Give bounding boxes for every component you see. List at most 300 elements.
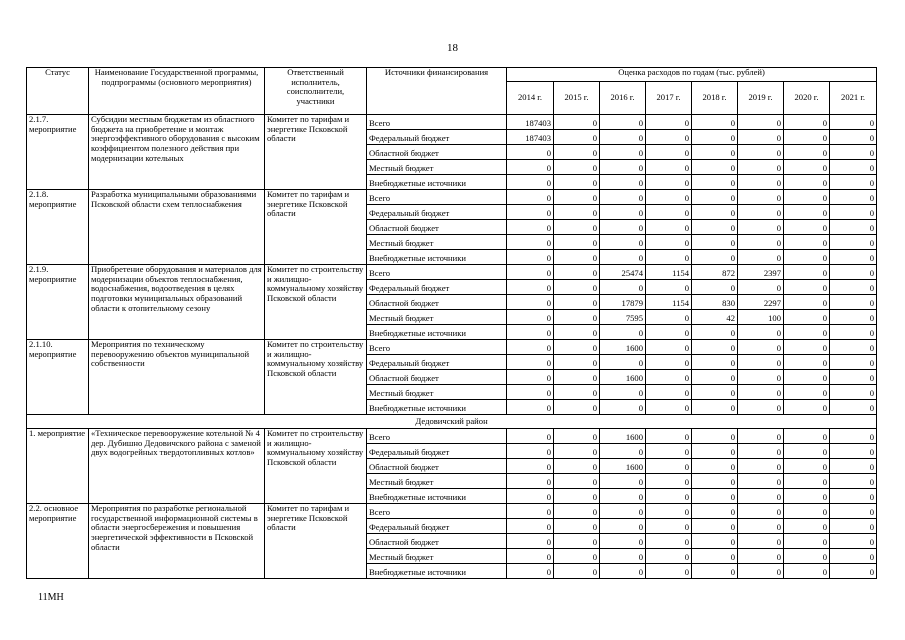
value-cell: 0 (600, 385, 646, 400)
value-cell: 0 (830, 385, 877, 400)
header-estimate: Оценка расходов по годам (тыс. рублей) (507, 68, 877, 82)
value-cell: 0 (646, 175, 692, 190)
value-cell: 0 (692, 325, 738, 340)
value-cell: 0 (830, 205, 877, 220)
header-year: 2014 г. (507, 82, 554, 115)
value-cell: 0 (830, 519, 877, 534)
value-cell: 0 (600, 474, 646, 489)
value-cell: 1600 (600, 429, 646, 444)
value-cell: 0 (600, 130, 646, 145)
value-cell: 0 (692, 190, 738, 205)
value-cell: 0 (784, 489, 830, 504)
value-cell: 0 (784, 325, 830, 340)
value-cell: 0 (738, 115, 784, 130)
value-cell: 0 (507, 160, 554, 175)
status-cell: 2.2. основное мероприятие (27, 504, 89, 579)
value-cell: 830 (692, 295, 738, 310)
value-cell: 0 (738, 280, 784, 295)
value-cell: 0 (738, 564, 784, 579)
value-cell: 0 (507, 355, 554, 370)
value-cell: 0 (600, 205, 646, 220)
value-cell: 0 (784, 160, 830, 175)
name-cell: Разработка муниципальными образованиями Псковской области схем теплоснабжения (89, 190, 265, 265)
value-cell: 0 (507, 400, 554, 415)
region-row (27, 415, 877, 429)
value-cell: 0 (738, 235, 784, 250)
value-cell: 0 (738, 220, 784, 235)
header-year: 2021 г. (830, 82, 877, 115)
value-cell: 0 (507, 474, 554, 489)
value-cell: 0 (830, 250, 877, 265)
source-cell: Внебюджетные источники (367, 250, 507, 265)
value-cell: 0 (692, 549, 738, 564)
value-cell: 0 (692, 220, 738, 235)
value-cell: 0 (600, 489, 646, 504)
value-cell: 0 (507, 205, 554, 220)
source-cell: Всего (367, 115, 507, 130)
value-cell: 0 (554, 400, 600, 415)
header-year: 2018 г. (692, 82, 738, 115)
header-sources: Источники финансирования (367, 68, 507, 115)
value-cell: 0 (830, 355, 877, 370)
page-number: 18 (447, 42, 458, 54)
value-cell: 0 (554, 265, 600, 280)
value-cell: 0 (692, 459, 738, 474)
value-cell: 0 (692, 145, 738, 160)
value-cell: 0 (784, 429, 830, 444)
value-cell: 0 (738, 190, 784, 205)
value-cell: 0 (646, 340, 692, 355)
value-cell: 1600 (600, 340, 646, 355)
value-cell: 0 (830, 564, 877, 579)
source-cell: Внебюджетные источники (367, 175, 507, 190)
value-cell: 0 (784, 235, 830, 250)
value-cell: 0 (646, 160, 692, 175)
header-year: 2015 г. (554, 82, 600, 115)
value-cell: 0 (554, 160, 600, 175)
value-cell: 0 (692, 280, 738, 295)
value-cell: 0 (646, 400, 692, 415)
value-cell: 187403 (507, 130, 554, 145)
source-cell: Всего (367, 429, 507, 444)
value-cell: 0 (784, 385, 830, 400)
value-cell: 0 (830, 175, 877, 190)
value-cell: 0 (507, 504, 554, 519)
value-cell: 0 (507, 235, 554, 250)
value-cell: 0 (784, 310, 830, 325)
value-cell: 0 (600, 444, 646, 459)
value-cell: 0 (600, 145, 646, 160)
value-cell: 0 (507, 325, 554, 340)
value-cell: 0 (507, 429, 554, 444)
value-cell: 0 (646, 459, 692, 474)
value-cell: 0 (692, 489, 738, 504)
value-cell: 0 (646, 564, 692, 579)
value-cell: 0 (692, 340, 738, 355)
value-cell: 0 (646, 310, 692, 325)
value-cell: 0 (692, 444, 738, 459)
value-cell: 0 (830, 534, 877, 549)
value-cell: 0 (738, 474, 784, 489)
status-cell: 2.1.9. мероприятие (27, 265, 89, 340)
value-cell: 0 (646, 130, 692, 145)
value-cell: 0 (692, 534, 738, 549)
value-cell: 0 (554, 325, 600, 340)
value-cell: 0 (784, 175, 830, 190)
status-cell: 2.1.8. мероприятие (27, 190, 89, 265)
value-cell: 0 (784, 549, 830, 564)
value-cell: 0 (646, 220, 692, 235)
value-cell: 0 (507, 489, 554, 504)
header-name: Наименование Государственной программы, подпрограммы (основного мероприятия) (89, 68, 265, 115)
header-responsible: Ответственный исполнитель, соисполнители, участники (265, 68, 367, 115)
value-cell: 0 (554, 130, 600, 145)
value-cell: 0 (554, 115, 600, 130)
value-cell: 0 (784, 340, 830, 355)
value-cell: 0 (600, 280, 646, 295)
value-cell: 0 (830, 429, 877, 444)
value-cell: 0 (507, 220, 554, 235)
value-cell: 0 (554, 385, 600, 400)
value-cell: 0 (554, 235, 600, 250)
value-cell: 0 (692, 400, 738, 415)
value-cell: 0 (646, 385, 692, 400)
value-cell: 0 (830, 115, 877, 130)
value-cell: 0 (600, 564, 646, 579)
value-cell: 0 (784, 190, 830, 205)
value-cell: 0 (646, 534, 692, 549)
responsible-cell: Комитет по тарифам и энергетике Псковской области (265, 115, 367, 190)
source-cell: Областной бюджет (367, 459, 507, 474)
value-cell: 0 (554, 205, 600, 220)
value-cell: 0 (646, 325, 692, 340)
value-cell: 0 (646, 519, 692, 534)
value-cell: 0 (738, 549, 784, 564)
value-cell: 0 (554, 280, 600, 295)
value-cell: 0 (507, 534, 554, 549)
value-cell: 1600 (600, 370, 646, 385)
value-cell: 0 (784, 250, 830, 265)
name-cell: Субсидии местным бюджетам из областного бюджета на приобретение и монтаж энергоэффективного оборудования с высоким коэффициентом полезного действия при модернизации котельных (89, 115, 265, 190)
value-cell: 0 (784, 459, 830, 474)
source-cell: Всего (367, 265, 507, 280)
value-cell: 0 (692, 250, 738, 265)
value-cell: 0 (830, 504, 877, 519)
value-cell: 0 (507, 295, 554, 310)
source-cell: Местный бюджет (367, 235, 507, 250)
value-cell: 0 (738, 385, 784, 400)
value-cell: 0 (738, 355, 784, 370)
value-cell: 0 (784, 355, 830, 370)
value-cell: 0 (830, 310, 877, 325)
value-cell: 0 (692, 130, 738, 145)
value-cell: 0 (646, 355, 692, 370)
value-cell: 0 (507, 549, 554, 564)
value-cell: 0 (646, 429, 692, 444)
value-cell: 0 (738, 325, 784, 340)
value-cell: 0 (830, 370, 877, 385)
header-year: 2017 г. (646, 82, 692, 115)
value-cell: 0 (784, 145, 830, 160)
value-cell: 0 (646, 489, 692, 504)
source-cell: Областной бюджет (367, 370, 507, 385)
value-cell: 0 (507, 265, 554, 280)
value-cell: 0 (554, 190, 600, 205)
source-cell: Всего (367, 504, 507, 519)
value-cell: 0 (554, 519, 600, 534)
header-year: 2019 г. (738, 82, 784, 115)
value-cell: 0 (507, 564, 554, 579)
value-cell: 872 (692, 265, 738, 280)
value-cell: 0 (784, 474, 830, 489)
table-row (27, 340, 877, 355)
source-cell: Внебюджетные источники (367, 564, 507, 579)
status-cell: 2.1.10. мероприятие (27, 340, 89, 415)
value-cell: 0 (554, 310, 600, 325)
table-row (27, 504, 877, 519)
value-cell: 0 (554, 474, 600, 489)
value-cell: 0 (600, 235, 646, 250)
value-cell: 2297 (738, 295, 784, 310)
value-cell: 2397 (738, 265, 784, 280)
value-cell: 0 (600, 190, 646, 205)
value-cell: 0 (507, 444, 554, 459)
value-cell: 0 (692, 370, 738, 385)
value-cell: 0 (830, 235, 877, 250)
value-cell: 0 (830, 489, 877, 504)
value-cell: 0 (738, 160, 784, 175)
responsible-cell: Комитет по строительству и жилищно-коммунальному хозяйству Псковской области (265, 265, 367, 340)
value-cell: 0 (646, 549, 692, 564)
value-cell: 0 (646, 145, 692, 160)
value-cell: 0 (830, 444, 877, 459)
source-cell: Областной бюджет (367, 220, 507, 235)
table-row (27, 190, 877, 205)
value-cell: 0 (738, 175, 784, 190)
value-cell: 187403 (507, 115, 554, 130)
value-cell: 0 (554, 340, 600, 355)
value-cell: 0 (646, 250, 692, 265)
value-cell: 0 (830, 325, 877, 340)
source-cell: Федеральный бюджет (367, 205, 507, 220)
value-cell: 0 (784, 205, 830, 220)
value-cell: 0 (738, 489, 784, 504)
value-cell: 0 (554, 295, 600, 310)
source-cell: Местный бюджет (367, 474, 507, 489)
source-cell: Областной бюджет (367, 295, 507, 310)
table-row (27, 265, 877, 280)
source-cell: Местный бюджет (367, 310, 507, 325)
source-cell: Федеральный бюджет (367, 280, 507, 295)
value-cell: 0 (692, 115, 738, 130)
value-cell: 0 (692, 564, 738, 579)
value-cell: 0 (507, 175, 554, 190)
value-cell: 0 (830, 549, 877, 564)
value-cell: 0 (507, 250, 554, 265)
value-cell: 0 (692, 504, 738, 519)
value-cell: 0 (830, 295, 877, 310)
value-cell: 0 (784, 115, 830, 130)
value-cell: 0 (554, 370, 600, 385)
value-cell: 100 (738, 310, 784, 325)
value-cell: 0 (830, 265, 877, 280)
responsible-cell: Комитет по тарифам и энергетике Псковской области (265, 504, 367, 579)
value-cell: 0 (830, 220, 877, 235)
value-cell: 0 (830, 400, 877, 415)
header-status: Статус (27, 68, 89, 115)
status-cell: 2.1.7. мероприятие (27, 115, 89, 190)
source-cell: Федеральный бюджет (367, 519, 507, 534)
value-cell: 0 (738, 400, 784, 415)
header-year: 2020 г. (784, 82, 830, 115)
value-cell: 0 (738, 340, 784, 355)
value-cell: 0 (646, 205, 692, 220)
value-cell: 0 (646, 444, 692, 459)
value-cell: 0 (554, 504, 600, 519)
value-cell: 0 (784, 280, 830, 295)
value-cell: 0 (738, 519, 784, 534)
value-cell: 0 (600, 175, 646, 190)
responsible-cell: Комитет по строительству и жилищно-коммунальному хозяйству Псковской области (265, 429, 367, 504)
value-cell: 0 (646, 370, 692, 385)
value-cell: 0 (507, 385, 554, 400)
value-cell: 0 (784, 564, 830, 579)
value-cell: 0 (600, 325, 646, 340)
value-cell: 0 (784, 220, 830, 235)
value-cell: 0 (646, 115, 692, 130)
value-cell: 0 (554, 549, 600, 564)
value-cell: 0 (554, 175, 600, 190)
status-cell: 1. мероприятие (27, 429, 89, 504)
name-cell: «Техническое перевооружение котельной № 4 дер. Дубишно Дедовичского района с заменой двух водогрейных твердотопливных котлов» (89, 429, 265, 504)
value-cell: 1154 (646, 295, 692, 310)
value-cell: 25474 (600, 265, 646, 280)
source-cell: Федеральный бюджет (367, 355, 507, 370)
value-cell: 0 (692, 160, 738, 175)
value-cell: 0 (600, 220, 646, 235)
value-cell: 0 (738, 145, 784, 160)
value-cell: 0 (507, 340, 554, 355)
source-cell: Местный бюджет (367, 385, 507, 400)
value-cell: 0 (600, 160, 646, 175)
value-cell: 0 (784, 130, 830, 145)
source-cell: Всего (367, 340, 507, 355)
value-cell: 0 (554, 355, 600, 370)
value-cell: 0 (507, 519, 554, 534)
value-cell: 0 (507, 145, 554, 160)
value-cell: 0 (784, 295, 830, 310)
value-cell: 0 (554, 489, 600, 504)
source-cell: Всего (367, 190, 507, 205)
value-cell: 0 (507, 190, 554, 205)
value-cell: 0 (600, 250, 646, 265)
value-cell: 0 (600, 355, 646, 370)
name-cell: Мероприятия по техническому перевооружению объектов муниципальной собственности (89, 340, 265, 415)
value-cell: 0 (784, 504, 830, 519)
region-title: Дедовичский район (27, 415, 877, 429)
value-cell: 0 (554, 444, 600, 459)
value-cell: 0 (830, 340, 877, 355)
value-cell: 0 (784, 370, 830, 385)
responsible-cell: Комитет по тарифам и энергетике Псковской области (265, 190, 367, 265)
value-cell: 0 (692, 235, 738, 250)
value-cell: 1154 (646, 265, 692, 280)
value-cell: 0 (784, 265, 830, 280)
value-cell: 0 (646, 280, 692, 295)
value-cell: 0 (507, 280, 554, 295)
value-cell: 0 (554, 564, 600, 579)
value-cell: 0 (646, 504, 692, 519)
value-cell: 0 (784, 519, 830, 534)
source-cell: Областной бюджет (367, 145, 507, 160)
value-cell: 0 (692, 205, 738, 220)
source-cell: Федеральный бюджет (367, 130, 507, 145)
name-cell: Мероприятия по разработке региональной государственной информационной системы в области энергосбережения и повышения энергетической эффективности в Псковской области (89, 504, 265, 579)
value-cell: 0 (507, 310, 554, 325)
value-cell: 0 (784, 534, 830, 549)
value-cell: 0 (830, 130, 877, 145)
source-cell: Областной бюджет (367, 534, 507, 549)
value-cell: 0 (830, 145, 877, 160)
value-cell: 0 (600, 504, 646, 519)
value-cell: 0 (600, 519, 646, 534)
footer-code: 11МН (38, 592, 64, 603)
value-cell: 0 (554, 429, 600, 444)
value-cell: 0 (738, 130, 784, 145)
value-cell: 0 (784, 444, 830, 459)
value-cell: 0 (507, 370, 554, 385)
value-cell: 0 (554, 220, 600, 235)
source-cell: Внебюджетные источники (367, 489, 507, 504)
source-cell: Внебюджетные источники (367, 325, 507, 340)
value-cell: 0 (830, 160, 877, 175)
value-cell: 0 (600, 115, 646, 130)
value-cell: 0 (692, 474, 738, 489)
source-cell: Внебюджетные источники (367, 400, 507, 415)
source-cell: Федеральный бюджет (367, 444, 507, 459)
value-cell: 1600 (600, 459, 646, 474)
header-year: 2016 г. (600, 82, 646, 115)
value-cell: 0 (646, 190, 692, 205)
value-cell: 0 (692, 429, 738, 444)
value-cell: 0 (738, 205, 784, 220)
value-cell: 0 (830, 474, 877, 489)
value-cell: 0 (692, 355, 738, 370)
value-cell: 0 (692, 385, 738, 400)
value-cell: 0 (692, 519, 738, 534)
value-cell: 0 (738, 370, 784, 385)
value-cell: 0 (738, 444, 784, 459)
value-cell: 17879 (600, 295, 646, 310)
value-cell: 0 (554, 250, 600, 265)
value-cell: 0 (738, 250, 784, 265)
value-cell: 0 (600, 534, 646, 549)
value-cell: 0 (738, 429, 784, 444)
value-cell: 0 (830, 459, 877, 474)
value-cell: 0 (600, 400, 646, 415)
value-cell: 0 (738, 459, 784, 474)
value-cell: 0 (554, 534, 600, 549)
value-cell: 42 (692, 310, 738, 325)
value-cell: 0 (554, 459, 600, 474)
value-cell: 0 (784, 400, 830, 415)
value-cell: 0 (830, 280, 877, 295)
value-cell: 0 (692, 175, 738, 190)
source-cell: Местный бюджет (367, 549, 507, 564)
value-cell: 0 (554, 145, 600, 160)
table-row (27, 429, 877, 444)
value-cell: 0 (738, 534, 784, 549)
